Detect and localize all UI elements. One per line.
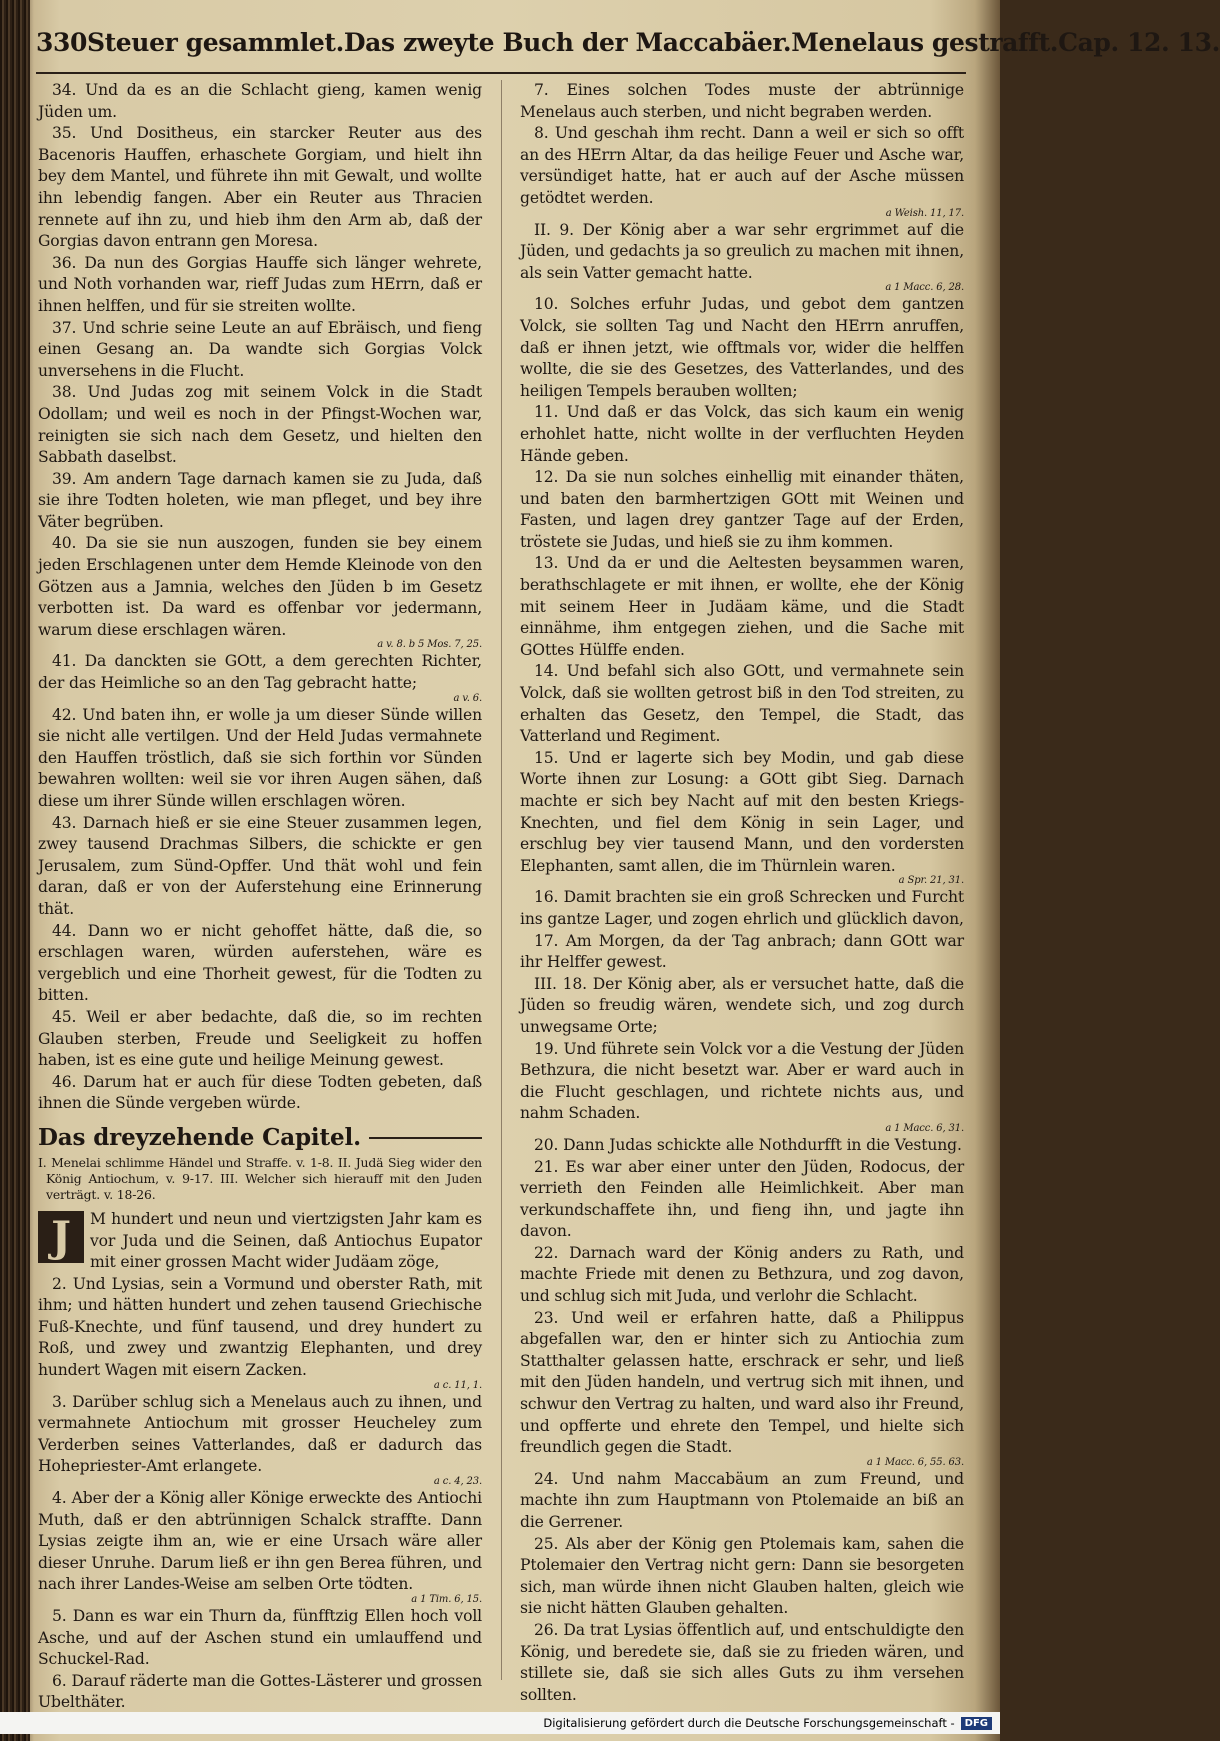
footer-credit: Digitalisierung gefördert durch die Deutsche Forschungsgemeinschaft - [543, 1716, 955, 1730]
verse: 10. Solches erfuhr Judas, und gebot dem gantzen Volck, sie sollten Tag und Nacht den HErrn anruffen, daß er ihnen jetzt, wie offtmals vor, wider die helffen wollte, die sie des Gesetzes, des Vatterlandes, und des heiligen Tempels berauben wollten; [520, 295, 964, 400]
right-verses [520, 80, 964, 1706]
running-header [36, 28, 1220, 84]
verse: 16. Damit brachten sie ein groß Schrecken und Furcht ins gantze Lager, und zogen ehrlich und glücklich davon, [520, 888, 964, 928]
verse: 43. Darnach hieß er sie eine Steuer zusammen legen, zwey tausend Drachmas Silbers, die schickte er gen Jerusalem, zum Sünd-Opffer. Und thät wohl und fein daran, daß er von der Auferstehung eine Erinnerung thät. [38, 813, 482, 918]
verse: 11. Und daß er das Volck, das sich kaum ein wenig erhohlet hatte, nicht wollte in der verfluchten Heyden Hände geben. [520, 403, 964, 465]
cross-reference: a c. 4, 23. [433, 1476, 482, 1488]
verse: 5. Dann es war ein Thurn da, fünfftzig Ellen hoch voll Asche, und auf der Aschen stund ein umlauffend und Schuckel-Rad. [38, 1607, 482, 1669]
left-verses-before [38, 80, 482, 1115]
cross-reference: a Spr. 21, 31. [898, 875, 964, 887]
verse: 36. Da nun des Gorgias Hauffe sich länger wehrete, und Noth vorhanden war, rieff Judas zum HErrn, daß er ihnen helffen, und für sie streiten wollte. [38, 253, 482, 315]
cross-reference: a 1 Macc. 6, 31. [885, 1122, 964, 1134]
verse: 3. Darüber schlug sich a Menelaus auch zu ihnen, und vermahnete Antiochum mit grosser Heucheley zum Verderben seines Vatterlandes, daß er dadurch das Hohepriester-Amt erlangete. [38, 1392, 482, 1476]
chapter-reference: Cap. 12. 13. [1058, 28, 1220, 57]
verse: II. 9. Der König aber a war sehr ergrimmet auf die Jüden, und gedachts ja so greulich zu machen mit ihnen, als sein Vatter gemacht hatte. [520, 220, 964, 282]
chapter-heading [38, 1123, 482, 1153]
book-page [36, 28, 1220, 1712]
drop-cap-initial: J [38, 1211, 84, 1263]
verse: 26. Da trat Lysias öffentlich auf, und entschuldigte den König, und beredete sie, daß sie zu frieden wären, und stillete sie, daß sie sich alles Guts zu ihm versehen sollten. [520, 1620, 964, 1704]
cross-reference: a v. 6. [453, 692, 482, 704]
book-gutter [0, 0, 30, 1741]
verse: 41. Da danckten sie GOtt, a dem gerechten Richter, der das Heimliche so an den Tag gebracht hatte; [38, 652, 482, 693]
cross-reference: a 1 Macc. 6, 55. 63. [866, 1456, 964, 1468]
verse: 14. Und befahl sich also GOtt, und vermahnete sein Volck, daß sie wollten getrost biß in den Tod streiten, zu erhalten das Gesetz, den Tempel, die Stadt, das Vatterland und Regiment. [520, 662, 964, 746]
header-right-title: Menelaus gestrafft. [791, 28, 1059, 57]
verse: 21. Es war aber einer unter den Jüden, Rodocus, der verrieth den Feinden alle Heimlichkeit. Aber man verkundschaffete ihn, und fieng ihn, und jagte ihn davon. [520, 1157, 964, 1241]
cross-reference: a c. 11, 1. [433, 1379, 482, 1391]
chapter-summary: I. Menelai schlimme Händel und Straffe. v. 1-8. II. Judä Sieg wider den König Antiochum, v. 9-17. III. Welcher sich hierauff mit den Juden verträgt. v. 18-26. [38, 1154, 482, 1202]
verse: 13. Und da er und die Aeltesten beysammen waren, berathschlagete er mit ihnen, er wollte, ehe der König mit seinem Heer in Judäam käme, und die Stadt einnähme, ihm entgegen ziehen, und die Sache mit GOttes Hülffe enden. [520, 554, 964, 659]
verse: 7. Eines solchen Todes muste der abtrünnige Menelaus auch sterben, und nicht begraben werden. [520, 81, 964, 121]
verse: 6. Darauf räderte man die Gottes-Lästerer und grossen Ubelthäter. [38, 1671, 482, 1712]
verse: 15. Und er lagerte sich bey Modin, und gab diese Worte ihnen zur Losung: a GOtt gibt Sieg. Darnach machte er sich bey Nacht auf mit den besten Kriegs-Knechten, und fiel dem König in sein Lager, und erschlug bey vier tausend Mann, und den vordersten Elephanten, samt allen, die im Thürnlein waren. [520, 748, 964, 875]
cross-reference: a 1 Tim. 6, 15. [411, 1594, 482, 1605]
verse: 35. Und Dositheus, ein starcker Reuter aus des Bacenoris Hauffen, erhaschete Gorgiam, und hielt ihn bey dem Mantel, und führete ihn mit Gewalt, und wollte ihn lebendig fangen. Aber ein Reuter aus Thracien rennete auf ihn zu, und hieb ihm den Arm ab, daß der Gorgias davon entrann gen Moresa. [38, 124, 482, 251]
cross-reference: a v. 8. b 5 Mos. 7, 25. [377, 639, 482, 651]
verse: 24. Und nahm Maccabäum an zum Freund, und machte ihn zum Hauptmann von Ptolemaide an biß an die Gerrener. [520, 1469, 964, 1531]
verse: M hundert und neun und viertzigsten Jahr kam es vor Juda und die Seinen, daß Antiochus Eupator mit einer grossen Macht wider Judäam zöge, [90, 1209, 482, 1272]
chapter-title: Das dreyzehende Capitel. [38, 1123, 361, 1151]
header-rule [36, 72, 966, 74]
left-column [38, 80, 482, 1714]
verse: 23. Und weil er erfahren hatte, daß a Philippus abgefallen war, den er hinter sich zu Antiochia zum Statthalter gelassen hatte, erschrack er sehr, und ließ mit den Jüden handeln, und vertrug sich mit ihnen, und schwur den Vertrag zu halten, und ward also ihr Freund, und opfferte und ehrete den Tempel, und hielte sich freundlich gegen die Stadt. [520, 1308, 964, 1457]
verse: 37. Und schrie seine Leute an auf Ebräisch, und fieng einen Gesang an. Da wandte sich Gorgias Volck unversehens in die Flucht. [38, 318, 482, 380]
verse: 46. Darum hat er auch für diese Todten gebeten, daß ihnen die Sünde vergeben würde. [38, 1072, 482, 1113]
verse: 38. Und Judas zog mit seinem Volck in die Stadt Odollam; und weil es noch in der Pfingst-Wochen war, reinigten sie sich nach dem Gesetz, und hielten den Sabbath daselbst. [38, 383, 482, 467]
verse: 12. Da sie nun solches einhellig mit einander thäten, und baten den barmhertzigen GOtt mit Weinen und Fasten, und lagen drey gantzer Tage auf der Erden, tröstete sie Judas, und hieß sie zu ihm kommen. [520, 468, 964, 551]
header-left-title: Steuer gesammlet. [87, 28, 344, 57]
verse: 4. Aber der a König aller Könige erweckte des Antiochi Muth, daß er den abtrünnigen Schalck straffte. Dann Lysias zeigte ihm an, wie er eine Ursach wäre aller dieser Unruhe. Darum ließ er ihn gen Berea führen, und nach ihrer Landes-Weise am selben Orte tödten. [38, 1489, 482, 1594]
cross-reference: a 1 Macc. 6, 28. [885, 282, 964, 294]
verse: 44. Dann wo er nicht gehoffet hätte, daß die, so erschlagen waren, würden auferstehen, wäre es vergeblich und eine Thorheit gewest, für die Todten zu bitten. [38, 921, 482, 1005]
chapter-opening [38, 1209, 482, 1714]
verse: 2. Und Lysias, sein a Vormund und oberster Rath, mit ihm; und hätten hundert und zehen tausend Griechische Fuß-Knechte, und fünf tausend, und drey hundert zu Roß, und zwey und zwantzig Elephanten, und drey hundert Wagen mit eisern Zacken. [38, 1274, 482, 1380]
verse: 17. Am Morgen, da der Tag anbrach; dann GOtt war ihr Helffer gewest. [520, 931, 964, 972]
verse: 20. Dann Judas schickte alle Nothdurfft in die Vestung. [534, 1135, 962, 1154]
verse: III. 18. Der König aber, als er versuchet hatte, daß die Jüden so freudig wären, wendete sich, und zog durch unwegsame Orte; [520, 974, 964, 1036]
digitization-footer [0, 1712, 1000, 1734]
verse: 22. Darnach ward der König anders zu Rath, und machte Friede mit denen zu Bethzura, und zog davon, und schlug sich mit Juda, und verlohr die Schlacht. [520, 1243, 964, 1306]
verse: 8. Und geschah ihm recht. Dann a weil er sich so offt an des HErrn Altar, da das heilige Feuer und Asche war, versündiget hatte, hat er auch auf der Asche müssen getödtet werden. [520, 124, 964, 207]
column-divider [501, 80, 502, 1680]
header-center-title: Das zweyte Buch der Maccabäer. [343, 28, 792, 57]
chapter-title-rule [369, 1137, 482, 1139]
dfg-logo: DFG [961, 1717, 992, 1730]
verse: 19. Und führete sein Volck vor a die Vestung der Jüden Bethzura, die nicht besetzt war. Aber er ward auch in die Flucht geschlagen, und richtete nichts aus, und nahm Schaden. [520, 1039, 964, 1123]
cross-reference: a Weish. 11, 17. [885, 207, 964, 219]
right-column [520, 80, 964, 1706]
page-number: 330 [36, 28, 87, 57]
verse: 45. Weil er aber bedachte, daß die, so im rechten Glauben sterben, Freude und Seeligkeit zu hoffen haben, ist es eine gute und heilige Meinung gewest. [38, 1007, 482, 1070]
verse: 39. Am andern Tage darnach kamen sie zu Juda, daß sie ihre Todten holeten, wie man pfleget, und bey ihre Väter begrüben. [38, 469, 482, 531]
verse: 42. Und baten ihn, er wolle ja um dieser Sünde willen sie nicht alle vertilgen. Und der Held Judas vermahnete den Hauffen tröstlich, daß sie sich forthin vor Sünden bewahren wollten: weil sie vor ihren Augen sähen, daß diese um ihrer Sünde willen erschlagen wören. [38, 705, 482, 810]
left-verses-after [38, 1209, 482, 1714]
verse: 40. Da sie sie nun auszogen, funden sie bey einem jeden Erschlagenen unter dem Hemde Kleinode von den Götzen aus a Jamnia, welches den Jüden b im Gesetz verbotten ist. Da ward es offenbar vor jedermann, warum diese erschlagen wären. [38, 534, 482, 639]
verse: 34. Und da es an die Schlacht gieng, kamen wenig Jüden um. [38, 81, 482, 121]
verse: 25. Als aber der König gen Ptolemais kam, sahen die Ptolemaier den Vertrag nicht gern: Dann sie besorgeten sich, man würde ihnen nicht Glauben halten, gleich wie sie nicht hätten Glauben gehalten. [520, 1534, 964, 1618]
